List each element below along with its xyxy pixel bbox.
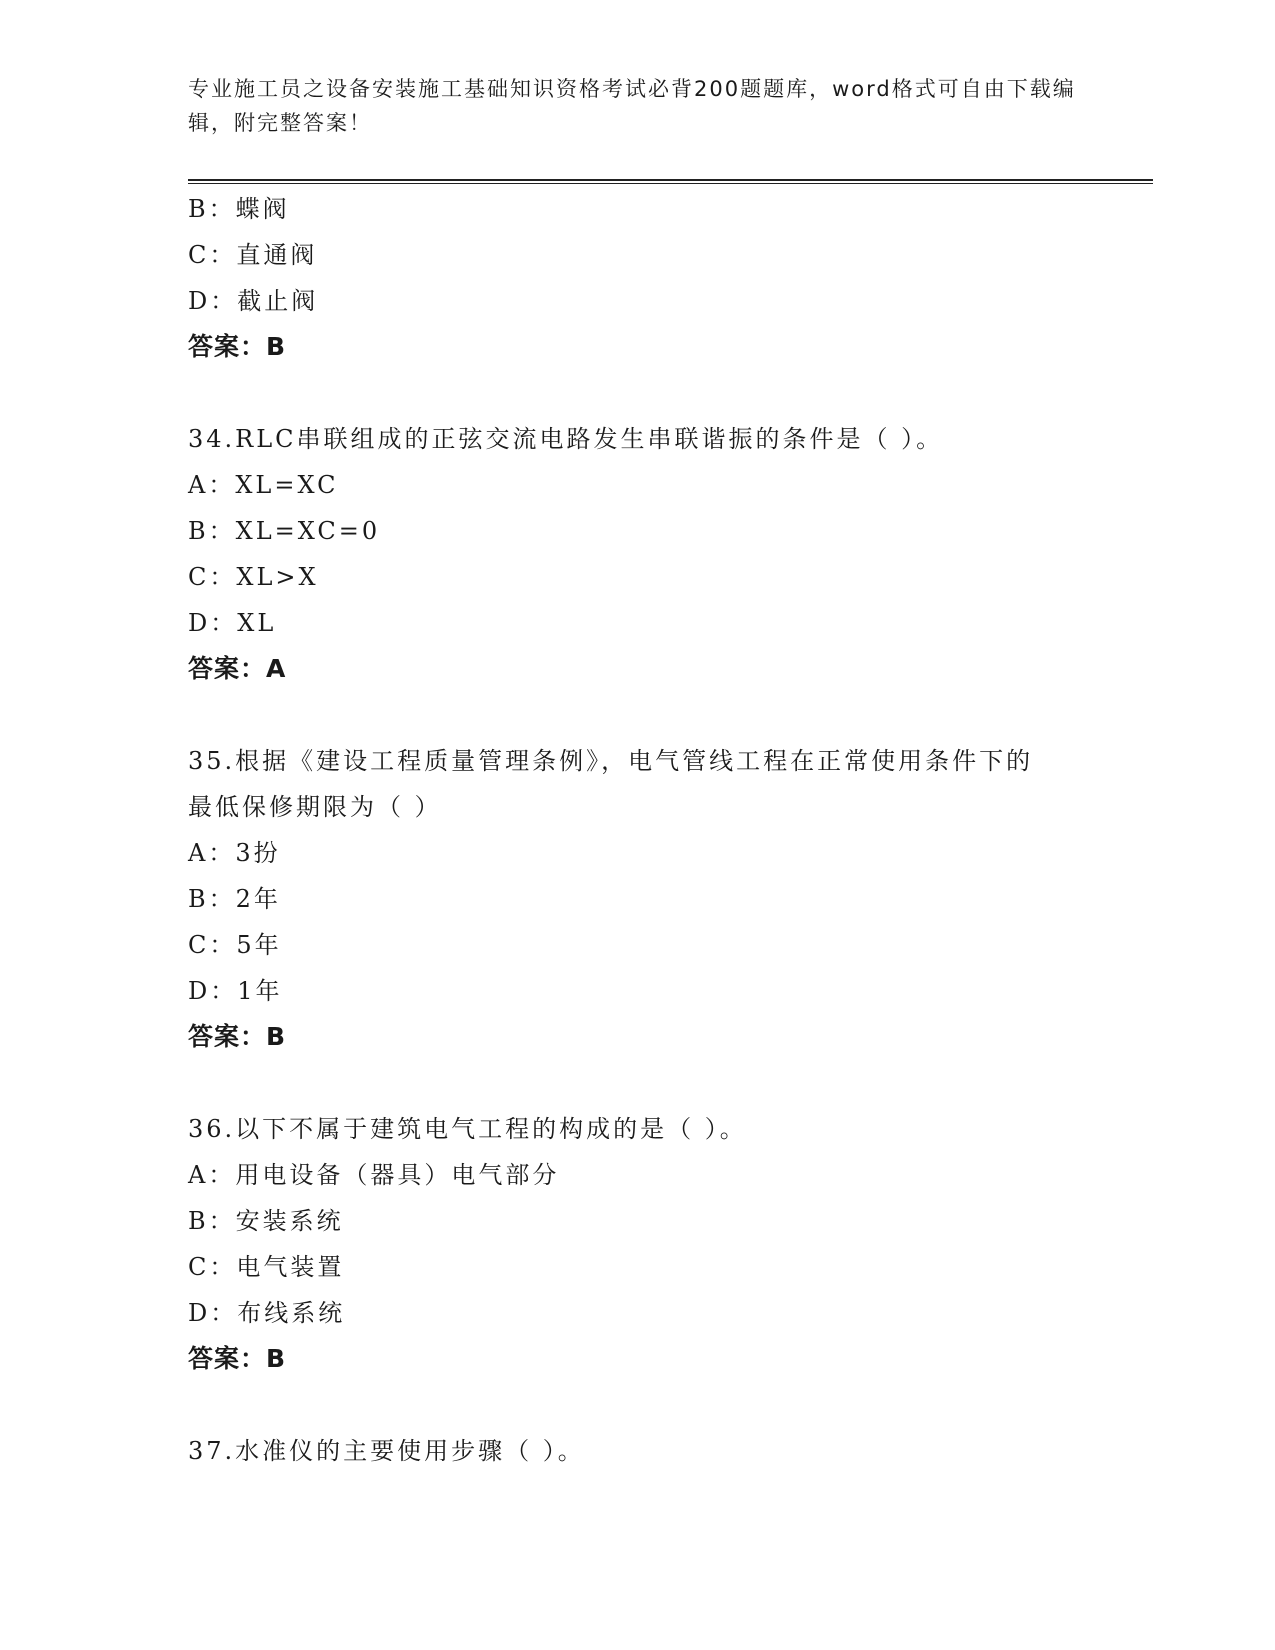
option-c: C：XL>X (188, 563, 319, 591)
question-stem: 36.以下不属于建筑电气工程的构成的是（ ）。 (188, 1115, 747, 1143)
option-c: C：电气装置 (188, 1253, 345, 1281)
option-c: C：5年 (188, 931, 282, 959)
option-d: D：1年 (188, 977, 283, 1005)
answer-line: 答案：A (188, 654, 287, 683)
document-header: 专业施工员之设备安装施工基础知识资格考试必背200题题库，word格式可自由下载编辑，附完整答案！ (188, 77, 1076, 135)
question-35 (188, 738, 1108, 1060)
option-c: C：直通阀 (188, 241, 318, 269)
option-b: B：蝶阀 (188, 195, 290, 223)
option-d: D：XL (188, 609, 277, 637)
question-stem: 34.RLC串联组成的正弦交流电路发生串联谐振的条件是（ ）。 (188, 425, 944, 453)
option-a: A：3扮 (188, 839, 281, 867)
header-divider (188, 179, 1153, 184)
option-d: D：截止阀 (188, 287, 319, 315)
option-b: B：2年 (188, 885, 281, 913)
answer-line: 答案：B (188, 1022, 287, 1051)
question-list (188, 186, 1108, 1474)
option-b: B：XL=XC=0 (188, 517, 381, 545)
question-stem: 35.根据《建设工程质量管理条例》，电气管线工程在正常使用条件下的最低保修期限为（ ） (188, 747, 1034, 821)
question-33-tail (188, 186, 1108, 370)
question-34 (188, 416, 1108, 692)
answer-line: 答案：B (188, 332, 287, 361)
option-a: A：用电设备（器具）电气部分 (188, 1161, 560, 1189)
option-b: B：安装系统 (188, 1207, 344, 1235)
question-37 (188, 1428, 1108, 1474)
option-d: D：布线系统 (188, 1299, 346, 1327)
answer-line: 答案：B (188, 1344, 287, 1373)
question-stem: 37.水准仪的主要使用步骤（ ）。 (188, 1437, 585, 1465)
question-36 (188, 1106, 1108, 1382)
option-a: A：XL=XC (188, 471, 339, 499)
